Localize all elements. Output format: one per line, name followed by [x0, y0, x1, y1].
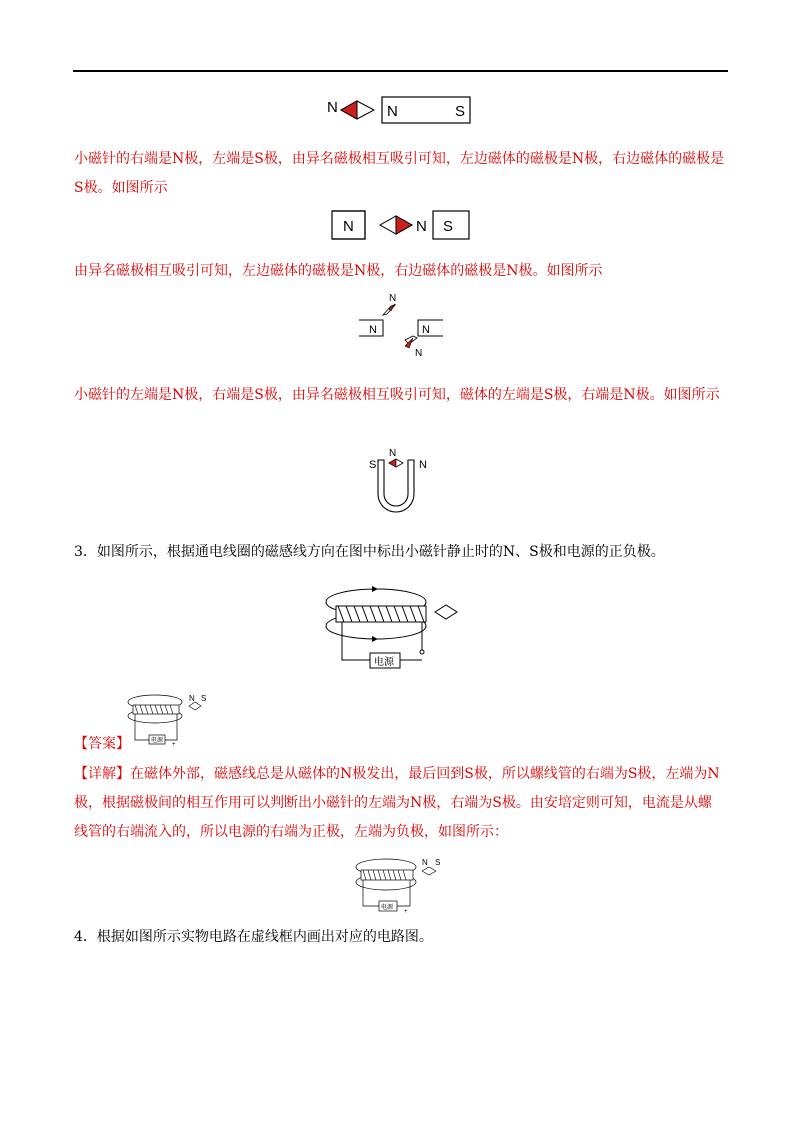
- magnet-right-pole: S: [455, 103, 466, 120]
- answer-paragraph-2: 由异名磁极相互吸引可知，左边磁体的磁极是N极，右边磁体的磁极是N极。如图所示: [74, 263, 603, 279]
- needle-label: N: [416, 218, 427, 235]
- svg-text:S: S: [201, 694, 207, 703]
- detail-text: 在磁体外部，磁感线总是从磁体的N极发出，最后回到S极，所以螺线管的右端为S极，左端为N极，根据磁极间的相互作用可以判断出小磁针的左端为N极，右端为S极。由安培定则可知，电流是从螺线管的右端流入的，所以电源的右端为正极，左端为负极，如图所示：: [74, 766, 720, 840]
- svg-text:N: N: [415, 348, 423, 359]
- answer-tag: 【答案】: [74, 736, 130, 752]
- svg-text:N: N: [419, 459, 427, 471]
- svg-text:电源: 电源: [374, 657, 394, 668]
- svg-text:N: N: [422, 858, 428, 867]
- figure-u-magnet: [365, 444, 437, 516]
- svg-text:+: +: [172, 742, 176, 748]
- svg-text:N: N: [369, 324, 377, 336]
- figure-needle-bar-magnet: [325, 93, 475, 125]
- detail-paragraph: [74, 760, 724, 847]
- right-magnet-pole: S: [443, 218, 454, 235]
- figure-solenoid-question: [320, 582, 472, 674]
- svg-text:N: N: [389, 448, 397, 459]
- answer-paragraph-1: 小磁针的右端是N极，左端是S极，由异名磁极相互吸引可知，左边磁体的磁极是N极，右边磁体的磁极是S极。如图所示: [74, 151, 725, 196]
- svg-text:N: N: [422, 324, 430, 336]
- svg-text:N: N: [189, 694, 195, 703]
- header-rule: [73, 70, 728, 72]
- magnet-left-pole: N: [387, 103, 398, 120]
- svg-text:+: +: [404, 909, 408, 915]
- figure-solenoid-answer: [352, 852, 452, 916]
- left-magnet-pole: N: [343, 218, 354, 235]
- answer-paragraph-3: 小磁针的左端是N极，右端是S极，由异名磁极相互吸引可知，磁体的左端是S极，右端是N极。如图所示: [74, 387, 720, 403]
- detail-tag: 【详解】: [74, 766, 130, 782]
- figure-two-magnets-needle: [330, 208, 472, 242]
- needle-label-n: N: [327, 99, 338, 116]
- svg-text:N: N: [389, 293, 397, 304]
- question-3: 3．如图所示，根据通电线圈的磁感线方向在图中标出小磁针静止时的N、S极和电源的正负极。: [74, 544, 665, 560]
- svg-text:S: S: [369, 459, 377, 471]
- svg-text:电源: 电源: [151, 738, 164, 744]
- question-4: 4．根据如图所示实物电路在虚线框内画出对应的电路图。: [74, 929, 433, 945]
- figure-two-magnets-two-needles: [355, 288, 447, 360]
- svg-text:电源: 电源: [381, 905, 394, 911]
- svg-text:S: S: [435, 858, 441, 867]
